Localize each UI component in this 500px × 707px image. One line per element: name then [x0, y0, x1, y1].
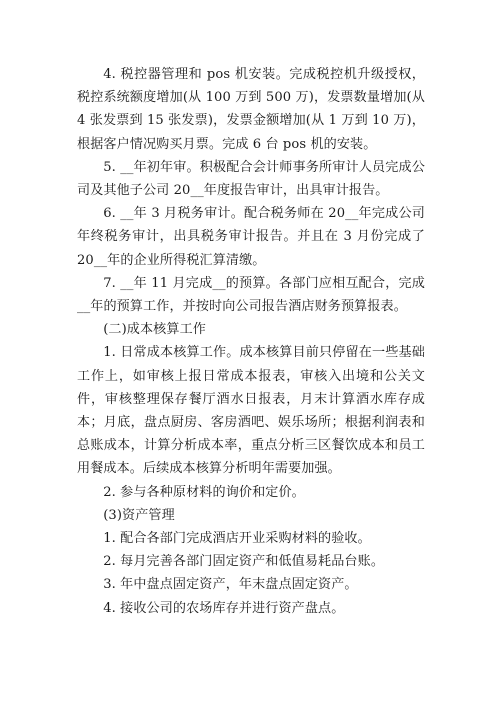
paragraph-annual-audit: 5. __年初年审。积极配合会计师事务所审计人员完成公司及其他子公司 20__年度报告审计，出具审计报告。: [77, 159, 425, 199]
paragraph-budget: 7. __年 11 月完成__的预算。各部门应相互配合，完成__年的预算工作，并按时向公司报告酒店财务预算报表。: [77, 275, 425, 315]
paragraph-farm-inventory: 4. 接收公司的农场库存并进行资产盘点。: [103, 600, 345, 616]
section-heading-cost-accounting: (二)成本核算工作: [103, 322, 206, 338]
paragraph-pricing: 2. 参与各种原材料的询价和定价。: [103, 484, 305, 500]
paragraph-acceptance: 1. 配合各部门完成酒店开业采购材料的验收。: [103, 531, 371, 547]
document-body: [77, 63, 425, 620]
paragraph-tax-audit: 6. __年 3 月税务审计。配合税务师在 20__年完成公司年终税务审计，出具税务审计报告。并且在 3 月份完成了 20__年的企业所得税汇算清缴。: [77, 206, 425, 268]
section-heading-asset-management: (3)资产管理: [103, 507, 175, 523]
paragraph-tax-control: 4. 税控器管理和 pos 机安装。完成税控机升级授权，税控系统额度增加(从 100 万到 500 万)，发票数量增加(从 4 张发票到 15 张发票)，发票金额增加(从 1 万到 10 万)，根据客户情况购买月票。完成 6 台 pos 机的安装。: [77, 67, 425, 152]
paragraph-inventory-count: 3. 年中盘点固定资产，年末盘点固定资产。: [103, 577, 358, 593]
paragraph-daily-cost: 1. 日常成本核算工作。成本核算目前只停留在一些基础工作上，如审核上报日常成本报表，审核入出境和公关文件，审核整理保存餐厅酒水日报表，月末计算酒水库存成本；月底，盘点厨房、客房酒吧、娱乐场所；根据利润表和总账成本，计算分析成本率，重点分析三区餐饮成本和员工用餐成本。后续成本核算分析明年需要加强。: [77, 345, 425, 477]
paragraph-ledger: 2. 每月完善各部门固定资产和低值易耗品台账。: [103, 554, 385, 570]
